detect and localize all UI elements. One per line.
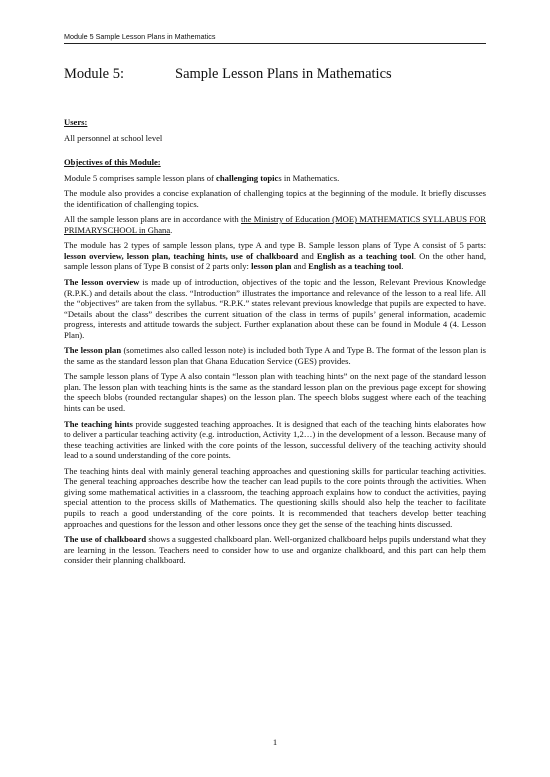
bold-run: lesson plan [251, 261, 292, 272]
paragraph-2: The module also provides a concise explanation of challenging topics at the beginning of the module. It briefly discusses the identification of challenging topics. [64, 188, 486, 209]
bold-run: English as a teaching tool [308, 261, 402, 272]
text-run: shows a suggested chalkboard plan. Well-organized chalkboard helps pupils understand what they are learning in the lesson. Teachers need to consider how to use and organize chalkboard, and this part can help them consider their planning chalkboard. [64, 534, 486, 566]
bold-run: lesson overview, lesson plan, teaching hints, use of chalkboard [64, 250, 299, 261]
text-run: Module 5 comprises sample lesson plans of [64, 172, 217, 183]
bold-run: challenging topic [216, 172, 279, 183]
bold-run: The use of chalkboard [64, 534, 147, 545]
objectives-heading: Objectives of this Module: [64, 157, 161, 168]
running-header: Module 5 Sample Lesson Plans in Mathematics [64, 32, 486, 44]
text-run: The module has 2 types of sample lesson plans, type A and type B. Sample lesson plans of Type A consist of 5 parts: [64, 240, 486, 251]
users-heading: Users: [64, 117, 88, 127]
paragraph-4 [64, 240, 486, 272]
text-run: . [401, 261, 404, 272]
paragraph-9: The teaching hints deal with mainly general teaching approaches and questioning skills for particular teaching activities. The general teaching approaches describe how the teacher can lead pupils to the core points through the activities. When giving some mathematical activities in a classroom, the teaching approach explains how to conduct the activities, paying special attention to the process skills of Mathematics. The questioning skills should also help the teacher to facilitate pupils to reach a good understanding of the core points. It is recommended that teachers develop better teaching approaches and questions for the lesson and other lessons once they get the sense of the teaching hints discussed. [64, 465, 486, 529]
page-title [64, 66, 484, 83]
module-title: Sample Lesson Plans in Mathematics [175, 66, 392, 82]
text-run: provide suggested teaching approaches. It is designed that each of the teaching hints elaborates how to deliver a particular teaching activity (e.g. introduction, Activity 1,2…) in the development of a lesson. Because many of these teaching activities are linked with the core points of the lesson, successful delivery of the teaching activity should lead to a sound understanding of the core points. [64, 418, 486, 461]
bold-run: The teaching hints [64, 418, 133, 429]
bold-run: The lesson plan [64, 345, 122, 356]
paragraph-3 [64, 214, 486, 235]
document-body [64, 117, 486, 571]
page-number: 1 [272, 737, 278, 747]
users-text: All personnel at school level [64, 132, 163, 143]
text-run: All the sample lesson plans are in accordance with [64, 214, 241, 225]
text-run: is made up of introduction, objectives of the topic and the lesson, Relevant Previous Knowledge (R.P.K.) and details about the class. “Introduction” illustrates the importance and relevance of the lesson to a real life. All the “objectives” are taken from the syllabus. “R.P.K.” states relevant previous knowledge that pupils are expected to have. “Details about the class” describes the current situation of the class in terms of pupils’ general information, academic progress, interests and attitude towards the subject. Further explanation about these can be found in Module 4 (4. Lesson Plan). [64, 277, 486, 340]
text-run: . On the other hand, sample lesson plans of Type B consist of 2 parts only: [64, 250, 486, 272]
module-number: Module 5: [64, 66, 125, 82]
text-run: s in Mathematics. [278, 172, 340, 183]
paragraph-1 [64, 173, 486, 184]
bold-run: The lesson overview [64, 277, 140, 288]
text-run: (sometimes also called lesson note) is included both Type A and Type B. The format of the lesson plan is the same as the standard lesson plan that Ghana Education Service (GES) provides. [64, 345, 486, 366]
syllabus-reference: the Ministry of Education (MOE) MATHEMATICS SYLLABUS FOR PRIMARYSCHOOL in Ghana [64, 214, 487, 235]
paragraph-10 [64, 534, 486, 566]
paragraph-8 [64, 419, 486, 461]
text-run: and [298, 250, 317, 261]
paragraph-7: The sample lesson plans of Type A also contain “lesson plan with teaching hints” on the next page of the standard lesson plan. The lesson plan with teaching hints is the same as the standard lesson plan on the previous page except for showing the speech blobs (rounded rectangular shapes) on the lesson plan. The speech blobs suggest where each of the teaching hints can be used. [64, 371, 486, 414]
bold-run: English as a teaching tool [316, 250, 414, 261]
paragraph-5 [64, 277, 486, 340]
paragraph-6 [64, 345, 486, 366]
text-run: . [170, 224, 173, 235]
text-run: and [291, 261, 309, 272]
